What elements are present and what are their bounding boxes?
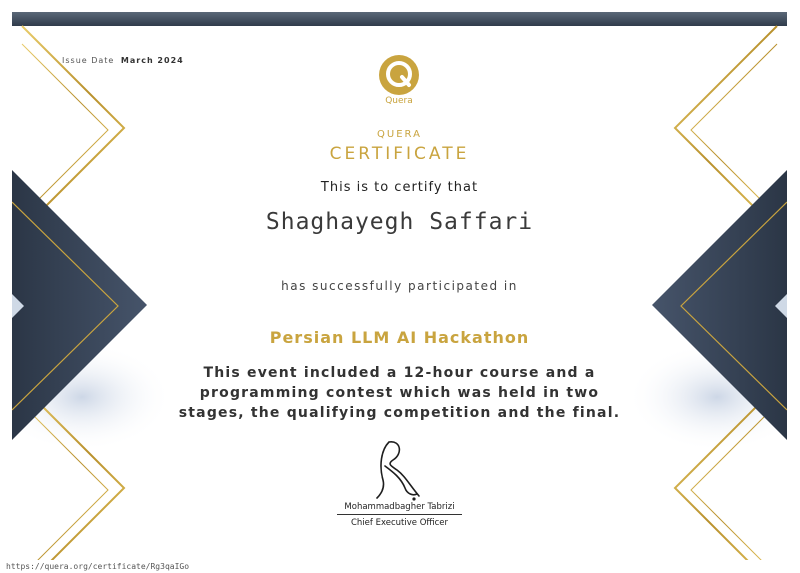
quera-q-logo-icon — [378, 54, 420, 96]
participated-text: has successfully participated in — [281, 279, 518, 293]
recipient-name: Shaghayegh Saffari — [265, 209, 534, 235]
certificate-url[interactable]: https://quera.org/certificate/Rg3qaIGo — [6, 562, 190, 571]
issue-date-value: March 2024 — [120, 56, 184, 65]
certificate-card — [12, 12, 787, 560]
signer-name: Mohammadbagher Tabrizi — [337, 502, 462, 515]
issue-date — [62, 56, 184, 65]
certificate-title: CERTIFICATE — [329, 144, 470, 164]
issue-date-label: Issue Date — [62, 56, 115, 65]
event-name: Persian LLM AI Hackathon — [269, 328, 530, 347]
signer-title: Chief Executive Officer — [351, 518, 448, 528]
event-description: This event included a 12-hour course and a programming contest which was held in two stages, the qualifying competition and the final. — [178, 365, 621, 421]
certify-text: This is to certify that — [320, 180, 479, 195]
brand-name: QUERA — [377, 129, 422, 140]
logo-text: Quera — [385, 96, 413, 106]
signature-image — [367, 436, 427, 502]
